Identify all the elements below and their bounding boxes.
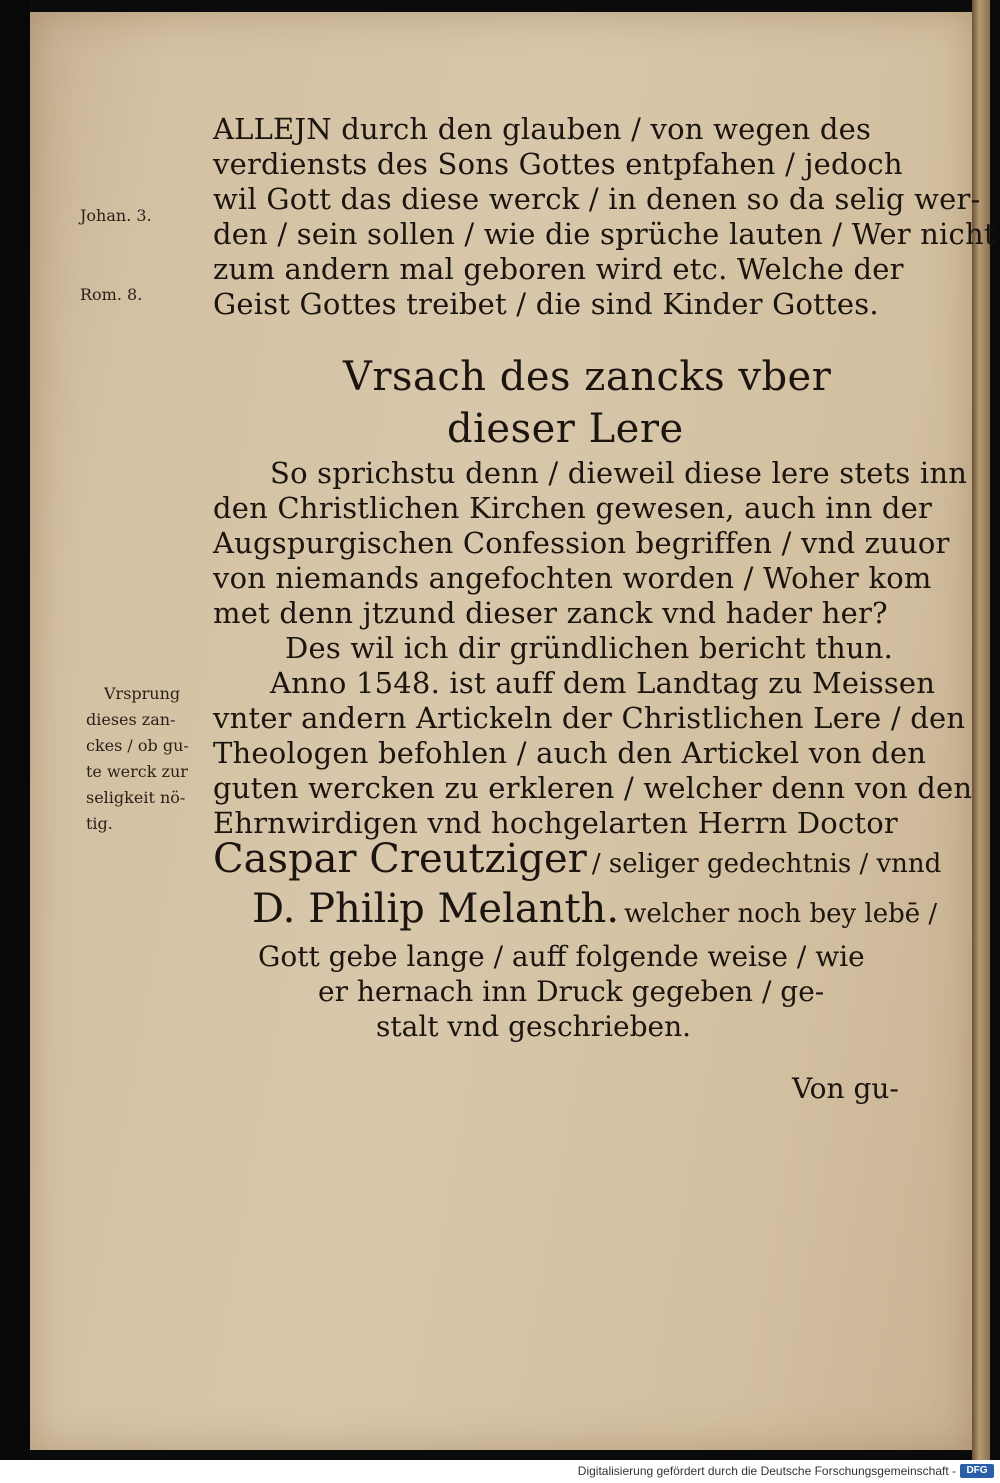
catchword: Von gu- bbox=[792, 1072, 899, 1105]
margin-note-line: dieses zan- bbox=[86, 710, 176, 729]
closing-line: stalt vnd geschrieben. bbox=[376, 1010, 692, 1043]
name-philip-melanth: D. Philip Melanth. bbox=[252, 886, 620, 932]
body-line: den / sein sollen / wie die sprüche lauten / Wer nicht bbox=[213, 217, 996, 251]
dfg-logo: DFG bbox=[960, 1464, 994, 1478]
body-line: So sprichstu denn / dieweil diese lere stets inn bbox=[270, 456, 968, 490]
body-line: Augspurgischen Confession begriffen / vnd zuuor bbox=[213, 526, 950, 560]
margin-note-line: te werck zur bbox=[86, 762, 188, 781]
body-line: Ehrnwirdigen vnd hochgelarten Herrn Doctor bbox=[213, 806, 898, 840]
name-line-rest: / seliger gedechtnis / vnnd bbox=[591, 849, 942, 879]
name-caspar-creutziger: Caspar Creutziger bbox=[213, 836, 587, 882]
body-line: Anno 1548. ist auff dem Landtag zu Meissen bbox=[270, 666, 936, 700]
margin-note-johan: Johan. 3. bbox=[80, 206, 152, 225]
body-line: ALLEJN durch den glauben / von wegen des bbox=[213, 112, 872, 146]
section-heading-line-1: Vrsach des zancks vber bbox=[343, 354, 832, 400]
body-line: den Christlichen Kirchen gewesen, auch inn der bbox=[213, 491, 933, 525]
body-line: Theologen befohlen / auch den Artickel von den bbox=[213, 736, 927, 770]
name-line-melanchthon bbox=[252, 886, 937, 932]
closing-line: Gott gebe lange / auff folgende weise / wie bbox=[258, 940, 865, 973]
closing-line: er hernach inn Druck gegeben / ge- bbox=[318, 975, 825, 1008]
body-line: Des wil ich dir gründlichen bericht thun. bbox=[285, 631, 894, 665]
body-line: wil Gott das diese werck / in denen so da selig wer- bbox=[213, 182, 981, 216]
margin-note-line: tig. bbox=[86, 814, 113, 833]
body-line: zum andern mal geboren wird etc. Welche der bbox=[213, 252, 904, 286]
name-line-creutziger bbox=[213, 836, 941, 882]
digitization-credit: Digitalisierung gefördert durch die Deutsche Forschungsgemeinschaft - bbox=[577, 1464, 956, 1478]
body-line: von niemands angefochten worden / Woher kom bbox=[213, 561, 932, 595]
body-line: vnter andern Artickeln der Christlichen Lere / den bbox=[213, 701, 966, 735]
spine-shadow bbox=[0, 0, 30, 1483]
section-heading-line-2: dieser Lere bbox=[447, 406, 684, 452]
margin-note-rom: Rom. 8. bbox=[80, 285, 143, 304]
margin-note-line: ckes / ob gu- bbox=[86, 736, 189, 755]
body-line: met denn jtzund dieser zanck vnd hader her? bbox=[213, 596, 888, 630]
body-line: verdiensts des Sons Gottes entpfahen / jedoch bbox=[213, 147, 903, 181]
body-line: guten wercken zu erkleren / welcher denn von den bbox=[213, 771, 973, 805]
margin-note-line: seligkeit nö- bbox=[86, 788, 186, 807]
body-line: Geist Gottes treibet / die sind Kinder Gottes. bbox=[213, 287, 879, 321]
margin-note-line: Vrsprung bbox=[104, 684, 181, 703]
name-line-rest: welcher noch bey lebē / bbox=[624, 899, 938, 929]
